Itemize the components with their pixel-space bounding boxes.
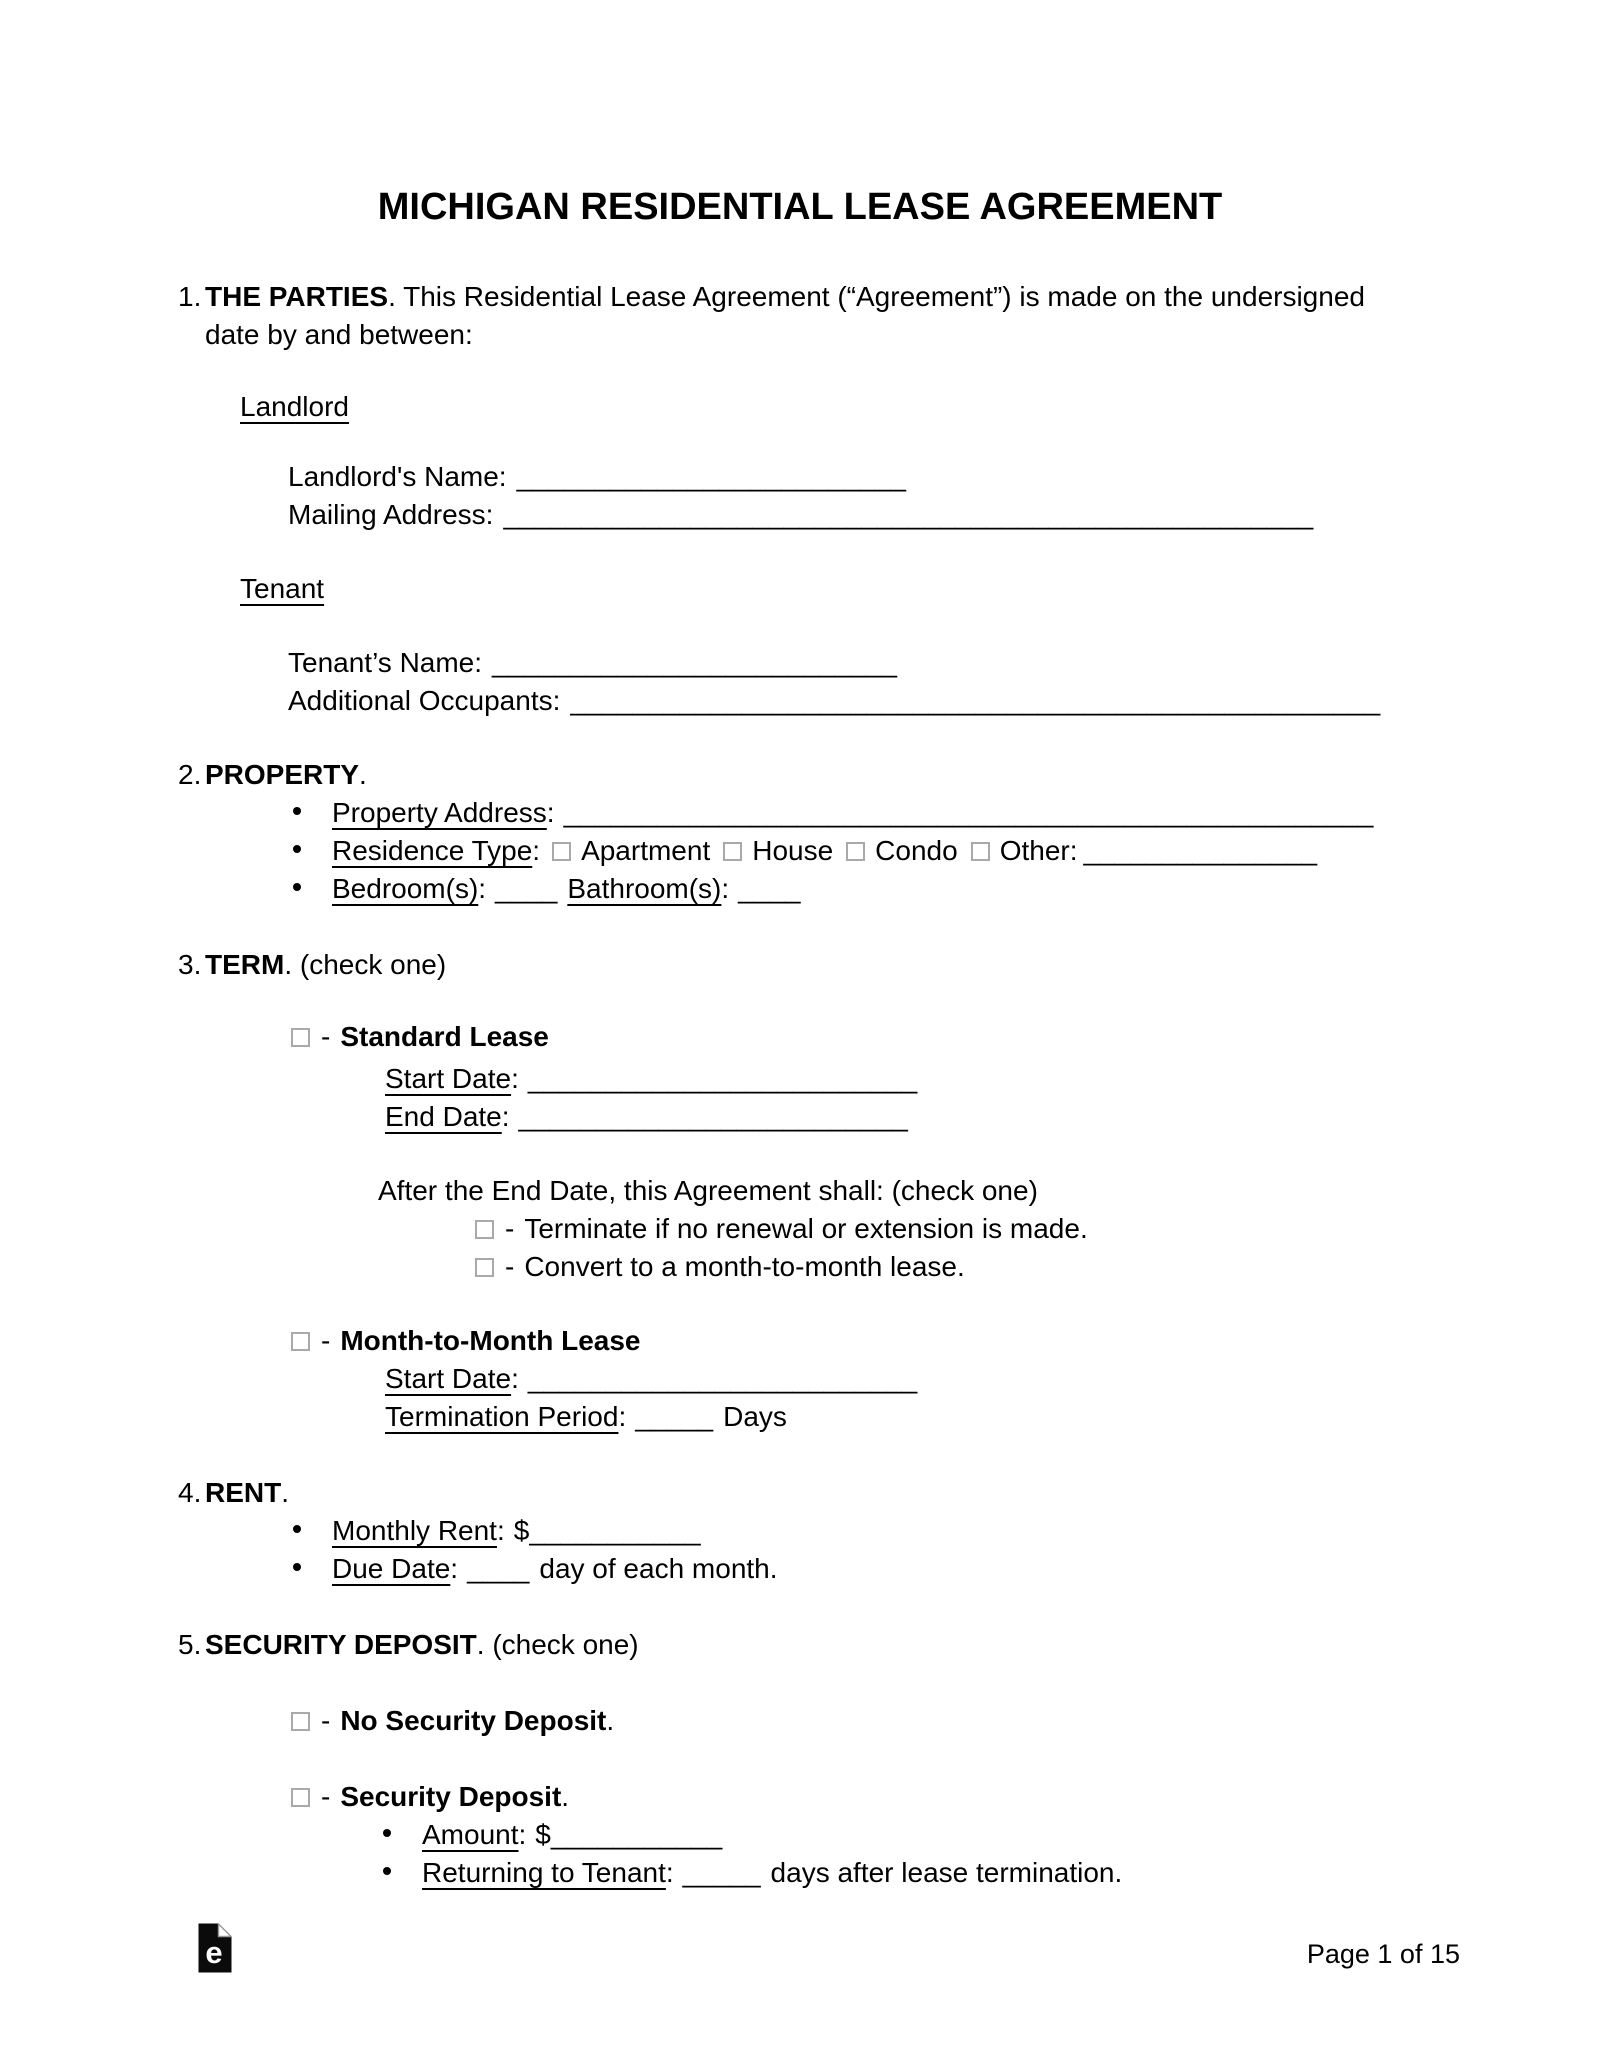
colon: : (618, 1401, 627, 1432)
section-number: 1. (178, 281, 202, 312)
checkbox-deposit[interactable] (291, 1788, 310, 1807)
m2m-start-date-row (385, 1360, 917, 1397)
option-condo-label: Condo (875, 835, 958, 866)
month-to-month-row (291, 1322, 641, 1359)
monthly-rent-label: Monthly Rent (332, 1515, 497, 1546)
deposit-row: - Security Deposit. (291, 1778, 569, 1815)
occupants-row (288, 682, 1380, 719)
monthly-rent-blank[interactable]: ___________ (529, 1515, 701, 1546)
bullet-icon (293, 1525, 301, 1533)
amount-label: Amount (422, 1819, 519, 1850)
bullet-icon (293, 807, 301, 815)
deposit-label: Security Deposit (340, 1781, 562, 1812)
checkbox-convert[interactable] (475, 1258, 494, 1277)
standard-start-date-row (385, 1060, 917, 1097)
returning-blank[interactable]: _____ (682, 1857, 761, 1888)
landlord-name-blank[interactable]: _________________________ (516, 461, 906, 492)
no-deposit-row: - No Security Deposit. (291, 1702, 614, 1739)
landlord-name-label: Landlord's Name: (288, 461, 507, 492)
bullet-icon (293, 883, 301, 891)
bathrooms-blank[interactable]: ____ (738, 873, 801, 904)
bedrooms-label: Bedroom(s) (332, 873, 479, 904)
landlord-subheading: Landlord (240, 391, 349, 422)
document-page-icon (198, 1923, 232, 1973)
termination-period-row (385, 1398, 787, 1435)
termination-period-label: Termination Period (385, 1401, 619, 1432)
days-suffix: Days (723, 1401, 787, 1432)
returning-label: Returning to Tenant (422, 1857, 666, 1888)
residence-type-label: Residence Type (332, 835, 533, 866)
start-date-blank[interactable]: _________________________ (527, 1063, 918, 1094)
checkbox-month-to-month[interactable] (291, 1332, 310, 1351)
termination-period-blank[interactable]: _____ (635, 1401, 714, 1432)
colon: : (721, 873, 730, 904)
end-date-blank[interactable]: _________________________ (518, 1101, 908, 1132)
section-number: 5. (178, 1629, 202, 1660)
page-number: Page 1 of 15 (1306, 1939, 1460, 1969)
no-deposit-label: No Security Deposit (340, 1705, 607, 1736)
section-number: 3. (178, 949, 202, 980)
due-date-suffix: day of each month. (539, 1553, 778, 1584)
after-end-date-text: After the End Date, this Agreement shall: (check one) (378, 1175, 1038, 1206)
amount-blank[interactable]: ___________ (550, 1819, 723, 1850)
colon: : (511, 1363, 519, 1394)
section-property-heading: 2. PROPERTY. (178, 756, 367, 793)
tenant-name-label: Tenant’s Name: (288, 647, 483, 678)
checkbox-no-deposit[interactable] (291, 1712, 310, 1731)
dash: - (321, 1325, 331, 1356)
bullet-icon (383, 1867, 391, 1875)
dollar-sign: $ (535, 1819, 551, 1850)
option-other-label: Other: (999, 835, 1078, 866)
property-address-row (293, 794, 1373, 831)
bullet-icon (293, 845, 301, 853)
dash: - (321, 1021, 331, 1052)
terminate-option-label: Terminate if no renewal or extension is made. (524, 1213, 1088, 1244)
returning-row (383, 1854, 1122, 1891)
colon: : (450, 1553, 459, 1584)
standard-lease-label: Standard Lease (340, 1021, 549, 1052)
checkbox-terminate[interactable] (475, 1220, 494, 1239)
section-parties-intro (178, 278, 1405, 354)
checkbox-standard-lease[interactable] (291, 1028, 310, 1047)
colon: : (478, 873, 487, 904)
logo-letter: e (205, 1935, 223, 1970)
convert-option-label: Convert to a month-to-month lease. (524, 1251, 965, 1282)
tenant-name-blank[interactable]: __________________________ (492, 647, 897, 678)
mailing-address-label: Mailing Address: (288, 499, 494, 530)
standard-lease-row (291, 1018, 549, 1055)
section-heading-parties: THE PARTIES (205, 281, 389, 312)
option-apartment-label: Apartment (581, 835, 711, 866)
standard-end-date-row (385, 1098, 908, 1135)
checkbox-apartment[interactable] (552, 842, 571, 861)
dash: - (321, 1781, 331, 1812)
section-deposit-heading: 5. SECURITY DEPOSIT. (check one) (178, 1626, 639, 1663)
due-date-blank[interactable]: ____ (467, 1553, 530, 1584)
option-house-label: House (752, 835, 834, 866)
landlord-name-row (288, 458, 906, 495)
deposit-amount-row (383, 1816, 722, 1853)
other-blank[interactable]: _______________ (1083, 835, 1318, 866)
monthly-rent-row (293, 1512, 701, 1549)
m2m-start-date-blank[interactable]: _________________________ (527, 1363, 918, 1394)
start-date-label: Start Date (385, 1063, 512, 1094)
section-number: 2. (178, 759, 202, 790)
convert-option-row (475, 1248, 965, 1285)
dash: - (505, 1251, 515, 1282)
document-title: MICHIGAN RESIDENTIAL LEASE AGREEMENT (377, 186, 1223, 228)
tenant-subheading: Tenant (240, 573, 325, 604)
checkbox-other[interactable] (971, 842, 990, 861)
section-term-heading: 3. TERM. (check one) (178, 946, 446, 983)
mailing-address-blank[interactable]: ____________________________________________________ (503, 499, 1314, 530)
dash: - (321, 1705, 331, 1736)
colon: : (511, 1063, 519, 1094)
eforms-logo (198, 1923, 232, 1973)
section-number: 4. (178, 1477, 202, 1508)
returning-suffix: days after lease termination. (770, 1857, 1123, 1888)
end-date-label: End Date (385, 1101, 502, 1132)
property-address-label: Property Address (332, 797, 547, 828)
colon: : (665, 1857, 674, 1888)
bed-bath-row (293, 870, 800, 907)
occupants-blank[interactable]: ____________________________________________________ (570, 685, 1381, 716)
bathrooms-label: Bathroom(s) (567, 873, 722, 904)
dollar-sign: $ (513, 1515, 530, 1546)
tenant-name-row (288, 644, 897, 681)
section-rent-heading: 4. RENT. (178, 1474, 289, 1511)
terminate-option-row (475, 1210, 1088, 1247)
checkbox-condo[interactable] (846, 842, 865, 861)
colon: : (501, 1101, 510, 1132)
colon: : (518, 1819, 527, 1850)
property-address-blank[interactable]: ____________________________________________________ (563, 797, 1374, 828)
due-date-label: Due Date (332, 1553, 451, 1584)
colon: : (546, 797, 555, 828)
month-to-month-label: Month-to-Month Lease (340, 1325, 641, 1356)
mailing-address-row (288, 496, 1313, 533)
colon: : (496, 1515, 505, 1546)
dash: - (505, 1213, 515, 1244)
bullet-icon (383, 1829, 391, 1837)
due-date-row (293, 1550, 778, 1587)
colon: : (532, 835, 541, 866)
start-date-label: Start Date (385, 1363, 512, 1394)
bullet-icon (293, 1563, 301, 1571)
occupants-label: Additional Occupants: (288, 685, 561, 716)
bedrooms-blank[interactable]: ____ (495, 873, 558, 904)
parties-intro-text: . This Residential Lease Agreement (“Agreement”) is made on the undersigned date by and between: (205, 281, 1365, 350)
checkbox-house[interactable] (723, 842, 742, 861)
residence-type-row (293, 832, 1317, 869)
